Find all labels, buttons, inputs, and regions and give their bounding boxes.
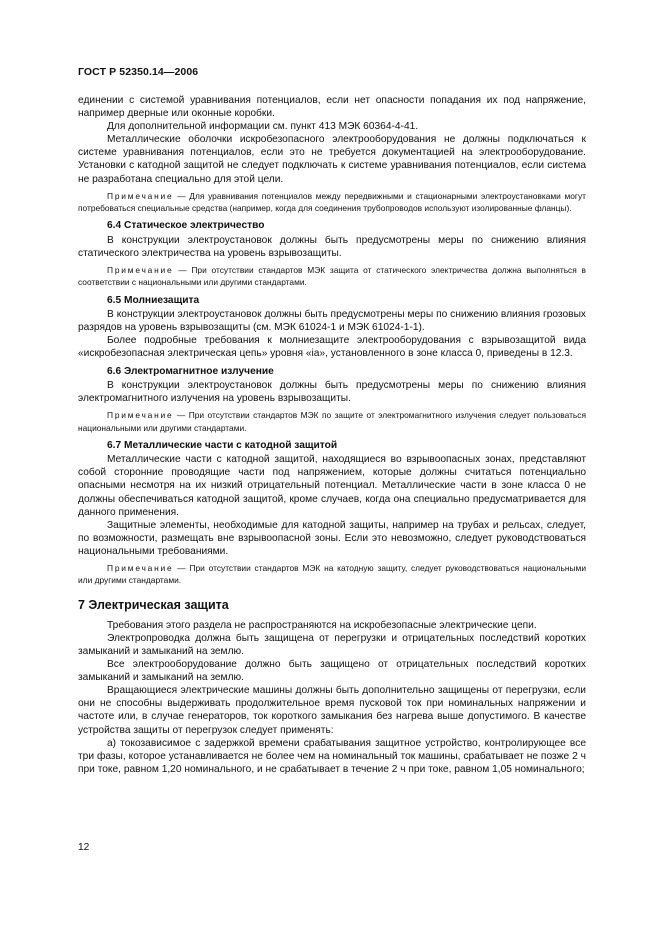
paragraph: В конструкции электроустановок должны быть предусмотрены меры по снижению влияния статического электричества на уровень взрывозащиты. (78, 234, 586, 259)
section-heading-6-5: 6.5 Молниезащита (107, 294, 200, 306)
page-number: 12 (78, 842, 90, 853)
paragraph: Металлические части с катодной защитой, находящиеся во взрывоопасных зонах, представляют собой сторонние проводящие части под напряжением, которые должны считаться потенциально опасными несмотря на их низкий отрицательный потенциал. Металлические части в зоне класса 0 не должны обеспечиваться катодной защитой, кроме случаев, когда она специально предусматривается для данного применения. (78, 454, 586, 518)
paragraph: В конструкции электроустановок должны быть предусмотрены меры по снижению влияния грозовых разрядов на уровень взрывозащиты (см. МЭК 61024-1 и МЭК 61024-1-1). (78, 308, 586, 333)
section-heading-6-6: 6.6 Электромагнитное излучение (107, 366, 274, 378)
paragraph: Более подробные требования к молниезащите электрооборудования с взрывозащитой вида «искробезопасная электрическая цепь» уровня «ia», установленного в зоне класса 0, приведены в 12.3. (78, 334, 586, 359)
paragraph: Электропроводка должна быть защищена от перегрузки и отрицательных последствий коротких замыканий и замыканий на землю. (78, 632, 586, 657)
note-text: — Для уравнивания потенциалов между передвижными и стационарными электроустановками могут потребоваться специальные средства (например, когда для соединения трубопроводов используют изолированные фланцы). (78, 190, 586, 214)
section-heading-6-4: 6.4 Статическое электричество (107, 220, 265, 232)
note (78, 264, 586, 289)
paragraph: В конструкции электроустановок должны быть предусмотрены меры по снижению влияния электромагнитного излучения на уровень взрывозащиты. (78, 380, 586, 405)
note-label: Примечание (107, 190, 174, 201)
note-text: — При отсутствии стандартов МЭК на катодную защиту, следует руководствоваться национальными или другими стандартами. (78, 562, 586, 586)
document-body (78, 94, 586, 776)
note-label: Примечание (107, 562, 174, 573)
paragraph: Металлические оболочки искробезопасного электрооборудования не должны подключаться к системе уравнивания потенциалов, если это не требуется документацией на электрооборудование. Установки с катодной защитой не следует подключать к системе уравнивания потенциалов, если система не разработана специально для этой цели. (78, 134, 586, 185)
note-text: — При отсутствии стандартов МЭК защита от статического электричества должна выполняться в соответствии с национальными или другими стандартами. (78, 264, 586, 288)
note-label: Примечание (107, 410, 174, 421)
list-item: а) токозависимое с задержкой времени срабатывания защитное устройство, контролирующее все три фазы, которое устанавливается не более чем на номинальный ток машины, срабатывает не позже 2 ч при токе, равном 1,20 номинального, и не срабатывает в течение 2 ч при токе, равном 1,05 номинального; (78, 737, 586, 775)
note (78, 562, 586, 587)
paragraph: Для дополнительной информации см. пункт 413 МЭК 60364-4-41. (107, 121, 419, 133)
paragraph: единении с системой уравнивания потенциалов, если нет опасности попадания их под напряжение, например дверные или оконные коробки. (78, 95, 586, 120)
paragraph: Все электрооборудование должно быть защищено от отрицательных последствий коротких замыканий и замыканий на землю. (78, 659, 586, 684)
note (78, 190, 586, 215)
section-heading-6-7: 6.7 Металлические части с катодной защитой (107, 440, 338, 452)
note (78, 409, 586, 434)
note-text: — При отсутствии стандартов МЭК по защите от электромагнитного излучения следует пользоваться национальными или другими стандартами. (78, 410, 586, 433)
paragraph: Вращающиеся электрические машины должны быть дополнительно защищены от перегрузки, если они не способны выдерживать продолжительное время пусковой ток при номинальных напряжении и частоте или, в случае генераторов, ток короткого замыкания без нагрева выше допустимого. В качестве устройства защиты от перегрузок следует применять: (78, 685, 586, 736)
section-heading-7: 7 Электрическая защита (78, 597, 229, 612)
paragraph: Защитные элементы, необходимые для катодной защиты, например на трубах и рельсах, следует, по возможности, размещать вне взрывоопасной зоны. Если это невозможно, следует руководствоваться национальными требованиями. (78, 519, 586, 557)
note-label: Примечание (107, 264, 174, 275)
document-header: ГОСТ Р 52350.14—2006 (78, 66, 199, 78)
paragraph: Требования этого раздела не распространяются на искробезопасные электрические цепи. (107, 619, 537, 631)
